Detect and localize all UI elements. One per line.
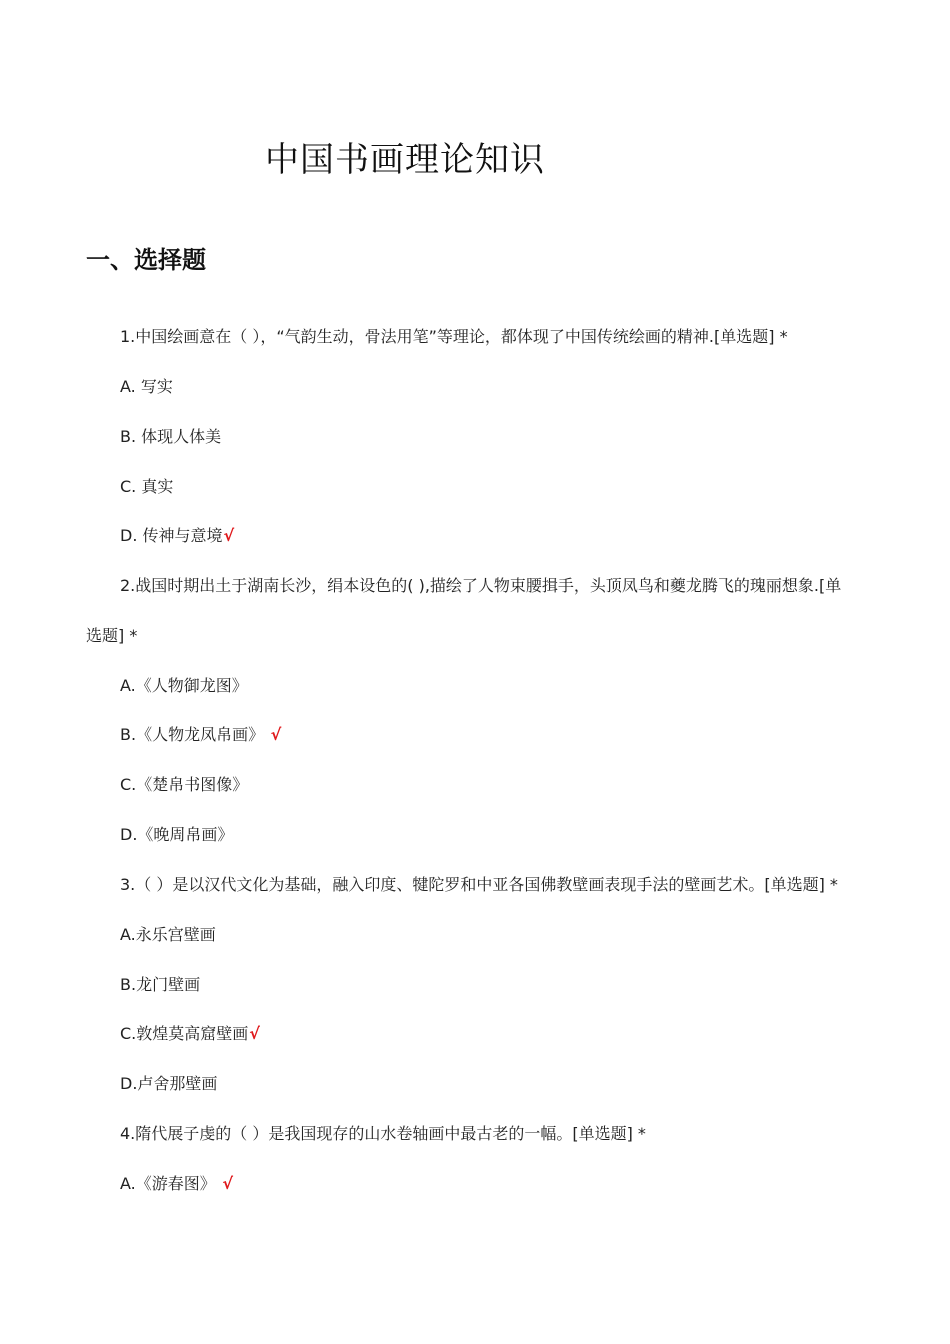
document-title: 中国书画理论知识 <box>265 140 545 180</box>
question-2-option-b[interactable] <box>120 725 281 745</box>
option-text: A.《游春图》 <box>120 1174 216 1193</box>
correct-check-icon: √ <box>265 725 282 744</box>
question-1-option-b[interactable] <box>120 427 222 447</box>
question-2-option-d[interactable] <box>120 825 234 845</box>
question-4-option-a[interactable] <box>120 1174 233 1194</box>
question-2-option-a[interactable] <box>120 676 249 696</box>
correct-check-icon: √ <box>223 526 235 545</box>
option-text: D. 传神与意境 <box>120 526 223 545</box>
option-text: C. 真实 <box>120 477 174 496</box>
correct-check-icon: √ <box>216 1174 234 1193</box>
option-text: C.敦煌莫高窟壁画 <box>120 1024 249 1043</box>
correct-check-icon: √ <box>249 1024 260 1043</box>
question-4-stem: 4.隋代展子虔的（ ）是我国现存的山水卷轴画中最古老的一幅。[单选题] * <box>120 1124 646 1143</box>
option-text: D.《晚周帛画》 <box>120 825 234 844</box>
option-text: C.《楚帛书图像》 <box>120 775 249 794</box>
option-text: A. 写实 <box>120 377 173 396</box>
question-1-option-a[interactable] <box>120 377 174 397</box>
question-3-option-d[interactable] <box>120 1074 218 1094</box>
question-2-option-c[interactable] <box>120 775 249 795</box>
section-heading: 一、选择题 <box>86 246 206 274</box>
option-text: A.永乐宫壁画 <box>120 925 216 944</box>
option-text: A.《人物御龙图》 <box>120 676 248 695</box>
option-text: B.龙门壁画 <box>120 975 201 994</box>
option-text: B. 体现人体美 <box>120 427 222 446</box>
question-1-option-c[interactable] <box>120 477 174 497</box>
question-3-option-a[interactable] <box>120 925 217 945</box>
question-3-option-b[interactable] <box>120 975 201 995</box>
question-2-stem-line-2: 选题] * <box>86 626 138 645</box>
question-2-stem-line-1: 2.战国时期出土于湖南长沙，绢本设色的( ),描绘了人物束腰揖手，头顶凤鸟和夔龙腾飞的瑰丽想象.[单 <box>120 576 842 595</box>
option-text: D.卢舍那壁画 <box>120 1074 218 1093</box>
option-text: B.《人物龙凤帛画》 <box>120 725 265 744</box>
question-1-option-d[interactable] <box>120 526 234 546</box>
question-3-stem: 3.（ ）是以汉代文化为基础，融入印度、犍陀罗和中亚各国佛教壁画表现手法的壁画艺术。[单选题] * <box>120 875 838 894</box>
question-3-option-c[interactable] <box>120 1024 260 1044</box>
question-1-stem: 1.中国绘画意在（ ），“气韵生动，骨法用笔”等理论，都体现了中国传统绘画的精神.[单选题] * <box>120 327 788 346</box>
